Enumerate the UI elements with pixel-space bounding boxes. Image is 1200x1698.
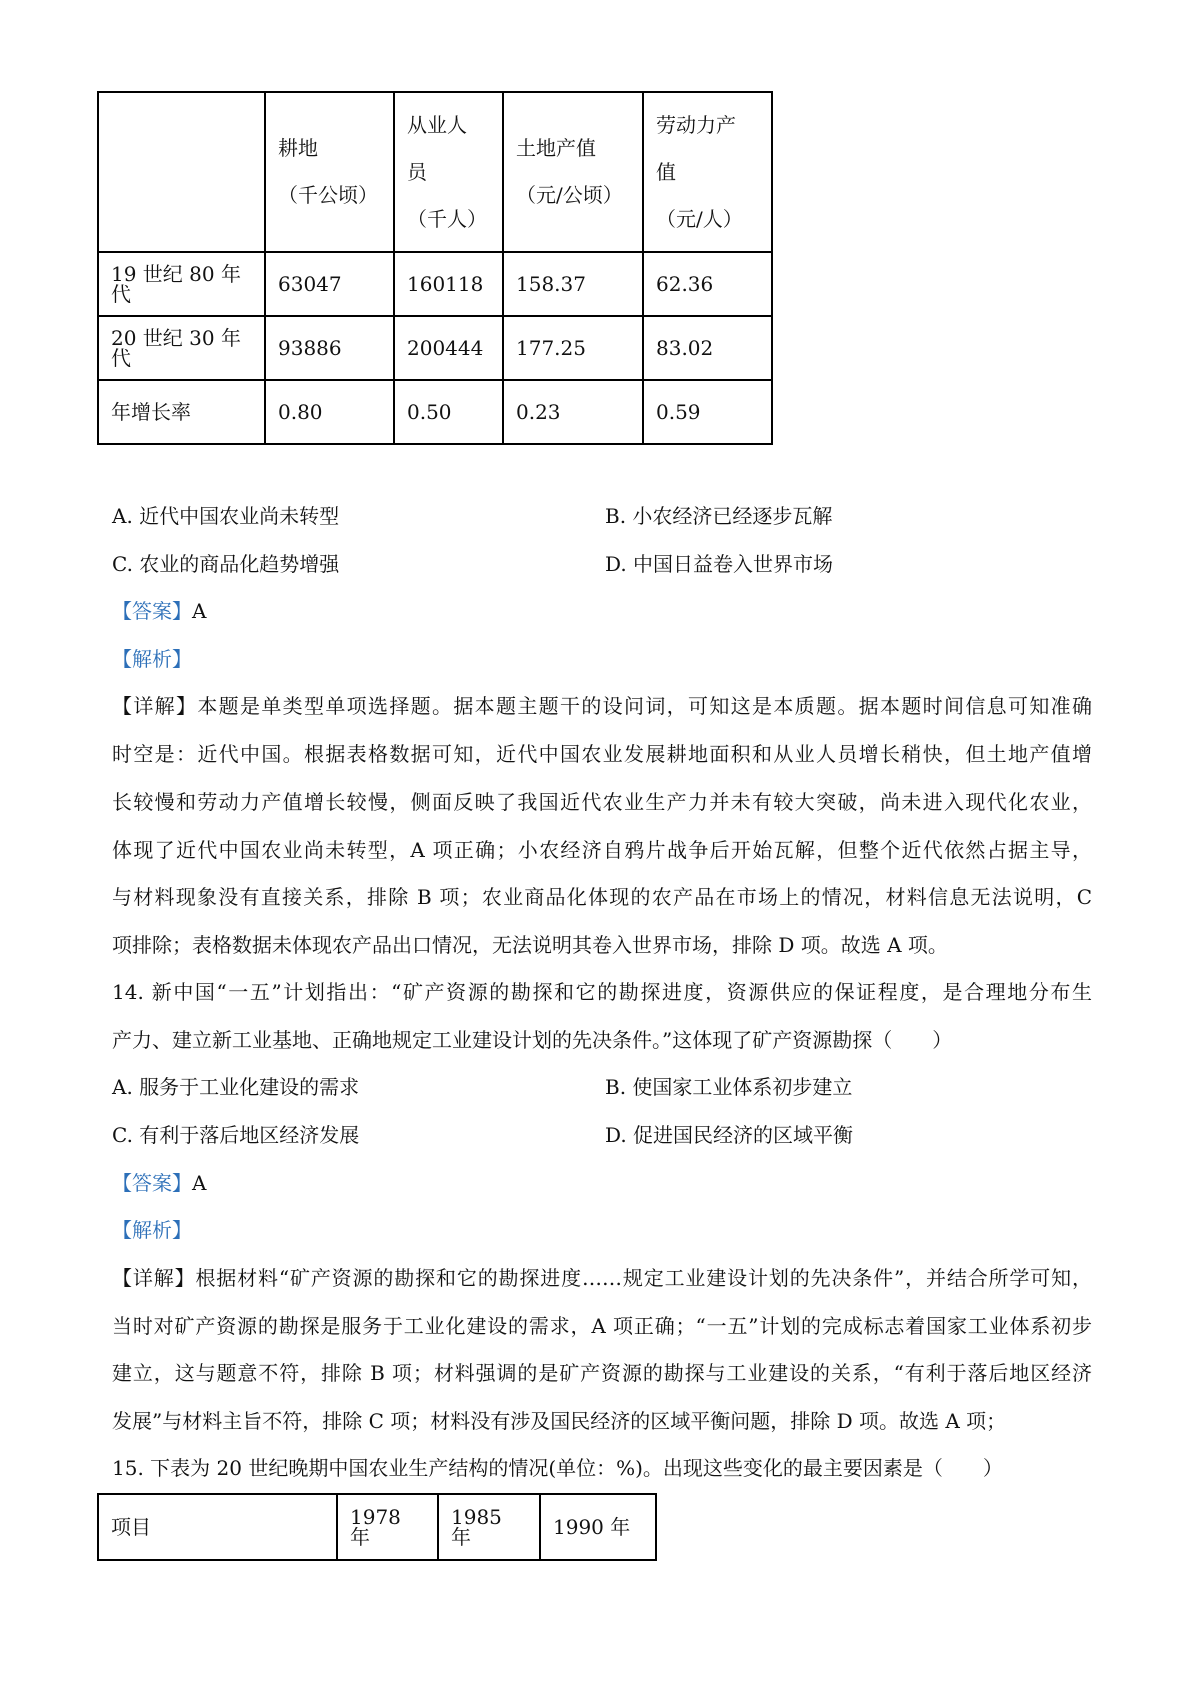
table-cell: 177.25 <box>503 316 643 380</box>
table-row <box>98 316 772 380</box>
header-unit: （元/人） <box>656 206 743 231</box>
q13-detail-line: 体现了近代中国农业尚未转型，A 项正确；小农经济自鸦片战争后开始瓦解，但整个近代依然占据主导， <box>112 838 1092 862</box>
q13-option-b: B. 小农经济已经逐步瓦解 <box>605 504 833 528</box>
table-cell: 20 世纪 30 年代 <box>98 316 265 380</box>
table-cell: 年增长率 <box>98 380 265 444</box>
header-unit: （千公顷） <box>278 183 378 207</box>
q13-detail-line: 长较慢和劳动力产值增长较慢，侧面反映了我国近代农业生产力并未有较大突破，尚未进入现代化农业， <box>112 790 1092 814</box>
answer-tag: 【答案】 <box>112 1171 192 1195</box>
header-text: 劳动力产 <box>656 112 736 137</box>
header-cell-empty <box>98 92 265 252</box>
table-header-row <box>98 1494 656 1560</box>
q14-answer <box>112 1173 206 1193</box>
answer-tag: 【答案】 <box>112 599 192 623</box>
answer-value: A <box>192 599 207 623</box>
q13-detail-line: 【详解】本题是单类型单项选择题。据本题主题干的设问词，可知这是本质题。据本题时间信息可知准确 <box>112 694 1092 718</box>
header-unit: （千人） <box>407 206 487 231</box>
header-cell-labor-output <box>643 92 772 252</box>
header-cell: 1990 年 <box>540 1494 656 1560</box>
q14-analysis-tag: 【解析】 <box>112 1218 192 1242</box>
q14-option-b: B. 使国家工业体系初步建立 <box>605 1075 853 1099</box>
table-cell: 19 世纪 80 年代 <box>98 252 265 316</box>
data-table-1 <box>97 91 773 445</box>
table-row <box>98 252 772 316</box>
q13-detail-line: 时空是：近代中国。根据表格数据可知，近代中国农业发展耕地面积和从业人员增长稍快，但土地产值增 <box>112 742 1092 766</box>
table-header-row <box>98 92 772 252</box>
q14-detail-line: 发展”与材料主旨不符，排除 C 项；材料没有涉及国民经济的区域平衡问题，排除 D 项。故选 A 项； <box>112 1409 1007 1433</box>
table-cell: 93886 <box>265 316 394 380</box>
header-text: 耕地 <box>278 136 318 160</box>
q13-option-a: A. 近代中国农业尚未转型 <box>112 504 340 528</box>
q14-detail-line: 【详解】根据材料“矿产资源的勘探和它的勘探进度……规定工业建设计划的先决条件”，并结合所学可知， <box>112 1266 1092 1290</box>
header-unit: （元/公顷） <box>516 183 623 207</box>
data-table-2 <box>97 1493 657 1561</box>
q14-detail-line: 建立，这与题意不符，排除 B 项；材料强调的是矿产资源的勘探与工业建设的关系，“有利于落后地区经济 <box>112 1361 1092 1385</box>
q14-option-d: D. 促进国民经济的区域平衡 <box>605 1123 854 1147</box>
header-cell: 项目 <box>98 1494 337 1560</box>
answer-value: A <box>192 1171 207 1195</box>
q13-detail-line: 项排除；表格数据未体现农产品出口情况，无法说明其卷入世界市场，排除 D 项。故选 A 项。 <box>112 933 948 957</box>
table-cell: 200444 <box>394 316 503 380</box>
header-text: 员 <box>407 159 427 184</box>
q13-detail-line: 与材料现象没有直接关系，排除 B 项；农业商品化体现的农产品在市场上的情况，材料信息无法说明，C <box>112 885 1092 909</box>
table-cell: 160118 <box>394 252 503 316</box>
header-text: 值 <box>656 159 676 184</box>
q15-stem: 15. 下表为 20 世纪晚期中国农业生产结构的情况(单位：%)。出现这些变化的最主要因素是（ ） <box>112 1456 1003 1480</box>
q13-answer <box>112 601 206 621</box>
header-text: 从业人 <box>407 112 467 137</box>
table-cell: 83.02 <box>643 316 772 380</box>
table-cell: 0.80 <box>265 380 394 444</box>
q14-option-a: A. 服务于工业化建设的需求 <box>112 1075 360 1099</box>
table-cell: 62.36 <box>643 252 772 316</box>
table-cell: 0.59 <box>643 380 772 444</box>
q13-option-c: C. 农业的商品化趋势增强 <box>112 552 340 576</box>
q14-option-c: C. 有利于落后地区经济发展 <box>112 1123 360 1147</box>
q13-option-d: D. 中国日益卷入世界市场 <box>605 552 834 576</box>
table-row <box>98 380 772 444</box>
q14-stem-line: 产力、建立新工业基地、正确地规定工业建设计划的先决条件。”这体现了矿产资源勘探（ ） <box>112 1028 953 1052</box>
header-cell-farmland <box>265 92 394 252</box>
header-cell: 1978 年 <box>337 1494 438 1560</box>
header-cell: 1985 年 <box>438 1494 540 1560</box>
q14-stem-line: 14. 新中国“一五”计划指出：“矿产资源的勘探和它的勘探进度，资源供应的保证程度，是合理地分布生 <box>112 980 1092 1004</box>
header-cell-land-output <box>503 92 643 252</box>
table-cell: 63047 <box>265 252 394 316</box>
q13-analysis-tag: 【解析】 <box>112 647 192 671</box>
table-cell: 0.23 <box>503 380 643 444</box>
table-cell: 158.37 <box>503 252 643 316</box>
table-cell: 0.50 <box>394 380 503 444</box>
q14-detail-line: 当时对矿产资源的勘探是服务于工业化建设的需求，A 项正确；“一五”计划的完成标志着国家工业体系初步 <box>112 1314 1092 1338</box>
header-text: 土地产值 <box>516 136 596 160</box>
header-cell-workers <box>394 92 503 252</box>
